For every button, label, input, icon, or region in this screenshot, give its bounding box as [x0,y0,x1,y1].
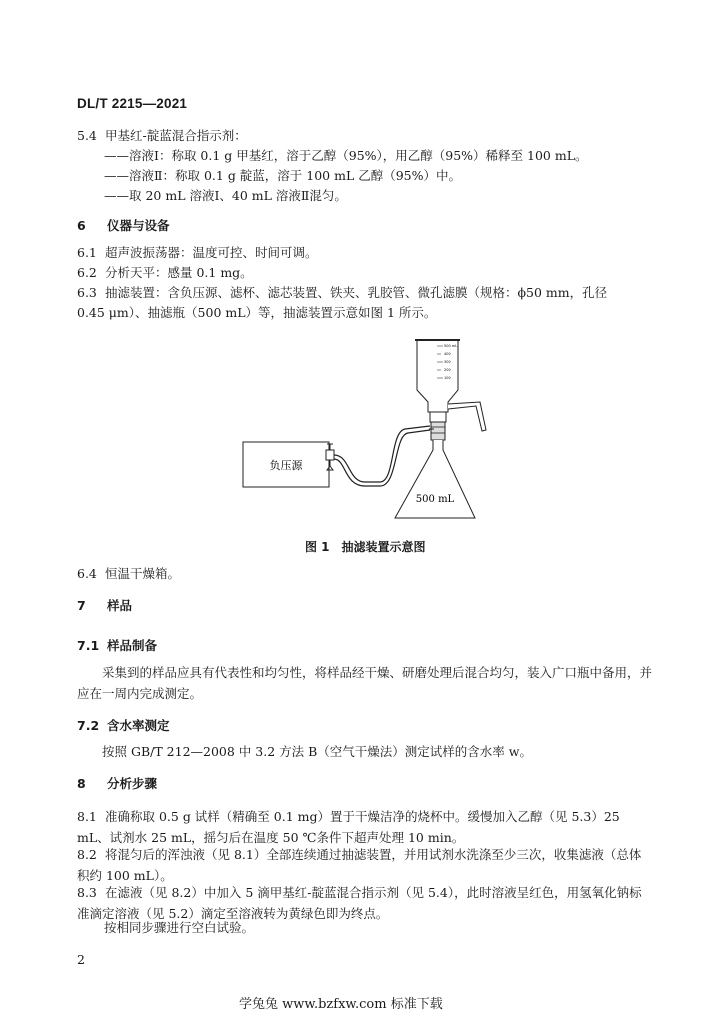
svg-text:300: 300 [444,360,451,364]
item-6-2 [77,263,253,283]
section-number: 7.1 [77,638,100,653]
section-7-2-heading [77,716,170,734]
item-text: 抽滤装置：含负压源、滤杯、滤芯装置、铁夹、乳胶管、微孔滤膜（规格：ϕ50 mm，孔径 [105,285,608,300]
item-text: 恒温干燥箱。 [105,566,181,581]
section-title: 甲基红-靛蓝混合指示剂： [105,128,247,143]
item-text: 将混匀后的浑浊液（见 8.1）全部连续通过抽滤装置，并用试剂水洗涤至少三次，收集滤液（总体积约 100 mL）。 [77,847,642,883]
page-number: 2 [77,952,85,967]
solution-2-item: ——溶液Ⅱ：称取 0.1 g 靛蓝，溶于 100 mL 乙醇（95%）中。 [104,168,462,183]
mix-item: ——取 20 mL 溶液Ⅰ、40 mL 溶液Ⅱ混匀。 [104,188,347,203]
footer-watermark[interactable]: 学兔兔 www.bzfxw.com 标准下载 [239,997,443,1012]
section-7-2-paragraph: 按照 GB/T 212—2008 中 3.2 方法 B（空气干燥法）测定试样的含水率 w。 [102,744,532,759]
figure-caption: 图 1 抽滤装置示意图 [305,540,426,554]
suction-flask [395,440,475,518]
item-text: 分析天平：感量 0.1 mg。 [105,265,253,280]
vacuum-source-label: 负压源 [269,459,303,472]
section-7-1-heading [77,636,157,654]
item-number: 6.2 [77,265,97,280]
filtration-apparatus-diagram [230,332,510,527]
item-8-1 [77,806,653,848]
item-number: 8.1 [77,809,97,824]
item-number: 6.3 [77,285,97,300]
blank-test-note: 按相同步骤进行空白试验。 [104,920,255,935]
filter-cup [417,340,458,412]
item-text: 超声波振荡器：温度可控、时间可调。 [105,245,318,260]
svg-text:200: 200 [444,368,451,372]
svg-text:500 mL: 500 mL [444,344,458,348]
section-8-heading [77,774,157,792]
svg-text:400: 400 [444,352,451,356]
section-number: 6 [77,218,86,233]
item-number: 8.3 [77,885,97,900]
item-8-2 [77,844,653,886]
section-number: 8 [77,776,86,791]
section-number: 7 [77,598,86,613]
section-number: 7.2 [77,718,100,733]
rubber-tubing [334,426,430,482]
item-number: 8.2 [77,847,97,862]
filter-base [430,412,446,422]
section-title: 样品制备 [107,638,158,653]
section-title: 仪器与设备 [107,218,170,233]
section-6-heading [77,216,170,234]
item-6-3-line1 [77,283,607,303]
section-7-heading [77,596,132,614]
section-number: 5.4 [77,128,97,143]
item-text: 在滤液（见 8.2）中加入 5 滴甲基红-靛蓝混合指示剂（见 5.4），此时溶液呈红色，用氢氧化钠标准滴定溶液（见 5.2）滴定至溶液转为黄绿色即为终点。 [77,885,642,921]
section-title: 分析步骤 [107,776,158,791]
item-text: 准确称取 0.5 g 试样（精确至 0.1 mg）置于干燥洁净的烧杯中。缓慢加入乙醇（见 5.3）25 mL、试剂水 25 mL，摇匀后在温度 50 ℃条件下超声处理 10 min。 [77,809,620,845]
item-6-3-line2: 0.45 μm）、抽滤瓶（500 mL）等，抽滤装置示意如图 1 所示。 [77,305,437,320]
item-6-4 [77,564,180,584]
svg-text:100: 100 [444,376,451,380]
solution-1-item: ——溶液Ⅰ：称取 0.1 g 甲基红，溶于乙醇（95%），用乙醇（95%）稀释至 100 mL。 [104,148,588,163]
valve-icon [326,450,334,460]
item-number: 6.1 [77,245,97,260]
item-6-1 [77,243,318,263]
item-number: 6.4 [77,566,97,581]
flask-volume-label: 500 mL [415,494,455,505]
stopper [431,422,445,440]
section-7-1-paragraph: 采集到的样品应具有代表性和均匀性，将样品经干燥、研磨处理后混合均匀，装入广口瓶中备用，并应在一周内完成测定。 [77,665,653,701]
section-title: 样品 [107,598,133,613]
standard-code: DL/T 2215—2021 [77,96,188,111]
section-title: 含水率测定 [107,718,170,733]
iron-clamp [448,402,486,431]
section-5-4-heading [77,126,247,146]
